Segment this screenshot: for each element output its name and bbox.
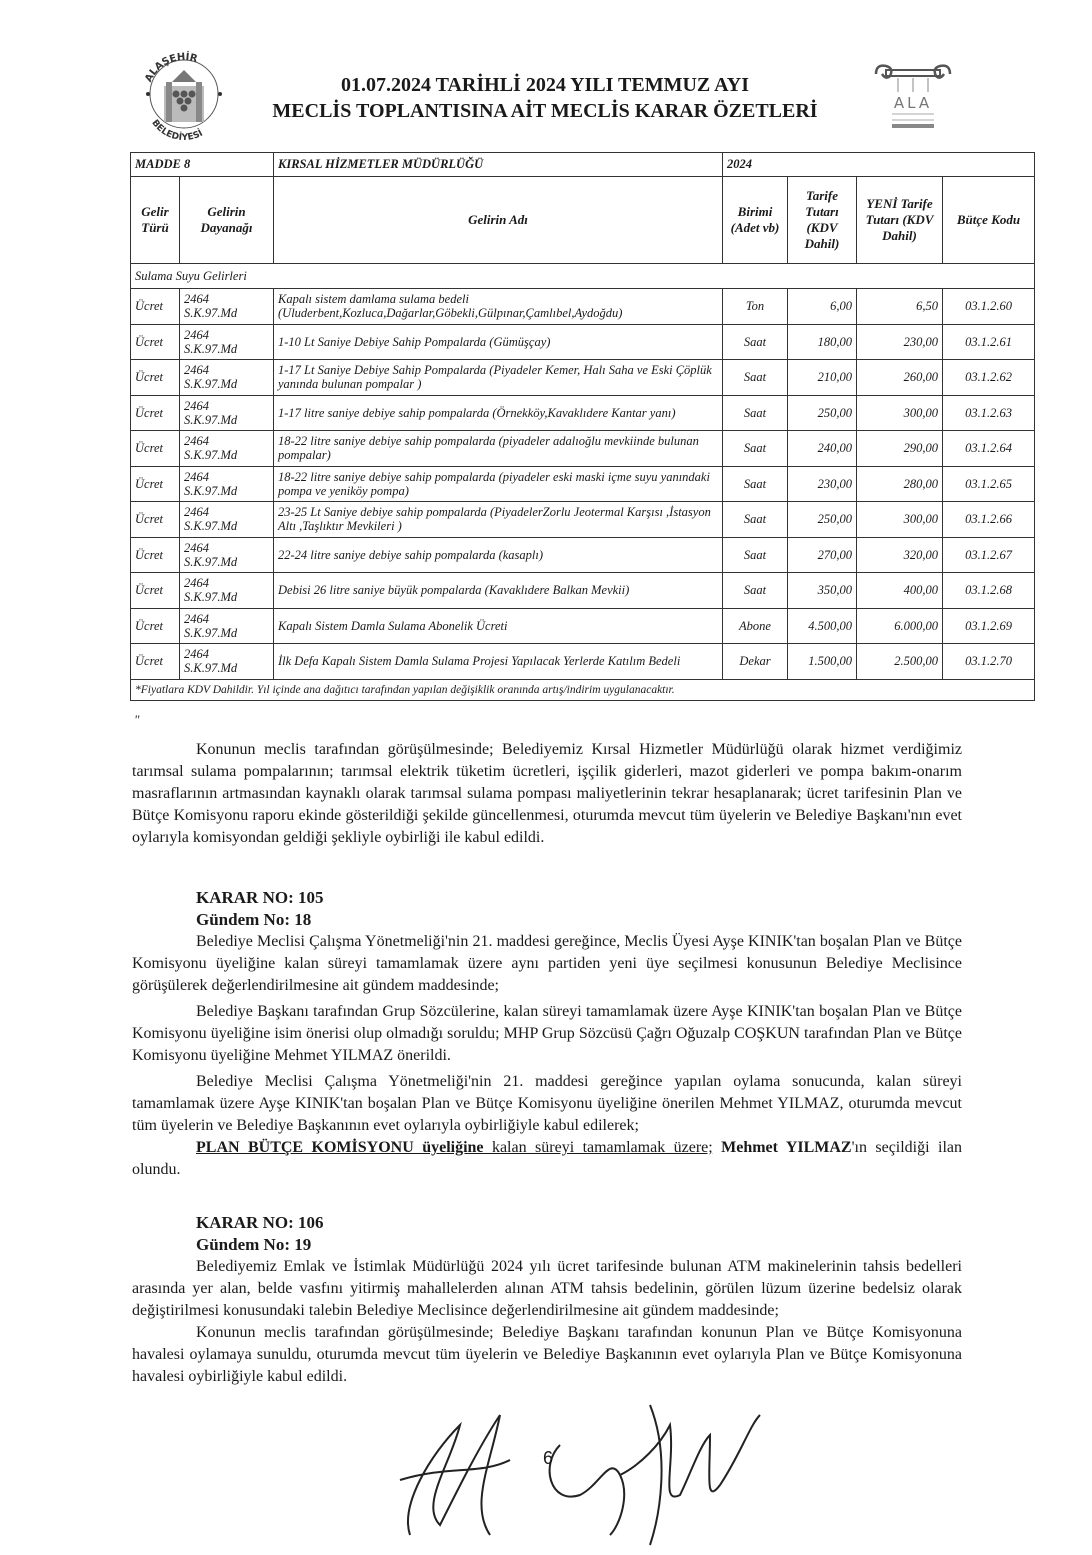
cell-birimi: Saat: [723, 502, 788, 538]
cell-butce-kodu: 03.1.2.61: [943, 324, 1035, 360]
cell-birimi: Saat: [723, 537, 788, 573]
dayanak-law-number: 2464: [184, 540, 209, 555]
cell-birimi: Saat: [723, 431, 788, 467]
dayanak-law-number: 2464: [184, 292, 209, 307]
karar-105-paragraph-4: [132, 1137, 962, 1181]
cell-butce-kodu: 03.1.2.64: [943, 431, 1035, 467]
dayanak-law-number: 2464: [184, 469, 209, 484]
header-gelir-adi: Gelirin Adı: [274, 177, 723, 264]
cell-gelir-adi: 18-22 litre saniye debiye sahip pompalarda (piyadeler adalıoğlu mevkiinde bulunan pompalar): [274, 431, 723, 467]
cell-tarife: 250,00: [788, 395, 857, 431]
cell-tarife: 1.500,00: [788, 644, 857, 680]
page-number: 6: [543, 1448, 554, 1468]
cell-yeni-tarife: 6.000,00: [857, 608, 943, 644]
cell-butce-kodu: 03.1.2.67: [943, 537, 1035, 573]
dayanak-article: S.K.97.Md: [184, 306, 238, 321]
dayanak-law-number: 2464: [184, 327, 209, 342]
cell-birimi: Ton: [723, 289, 788, 325]
cell-butce-kodu: 03.1.2.70: [943, 644, 1035, 680]
dayanak-article: S.K.97.Md: [184, 519, 238, 534]
dayanak-law-number: 2464: [184, 398, 209, 413]
cell-gelir-dayanagi: [180, 537, 274, 573]
year-label: 2024: [723, 153, 1035, 177]
cell-gelir-dayanagi: [180, 324, 274, 360]
title-line-2: MECLİS TOPLANTISINA AİT MECLİS KARAR ÖZETLERİ: [272, 100, 818, 122]
cell-gelir-dayanagi: [180, 431, 274, 467]
header-butce-kodu: Bütçe Kodu: [943, 177, 1035, 264]
cell-gelir-adi: Kapalı Sistem Damla Sulama Abonelik Ücreti: [274, 608, 723, 644]
cell-tarife: 240,00: [788, 431, 857, 467]
cell-gelir-adi: 18-22 litre saniye debiye sahip pompalarda (piyadeler eski maski içme suyu yanındaki pompa ve yeniköy pompa): [274, 466, 723, 502]
document-title: [240, 72, 850, 124]
karar-106-section: [132, 1212, 962, 1388]
header-yeni-tarife: YENİ Tarife Tutarı (KDV Dahil): [857, 177, 943, 264]
header-tarife: Tarife Tutarı (KDV Dahil): [788, 177, 857, 264]
intro-section: [132, 739, 962, 849]
cell-tarife: 250,00: [788, 502, 857, 538]
handwritten-signatures: [360, 1385, 800, 1555]
dayanak-law-number: 2464: [184, 363, 209, 378]
secildigi-text: 'ın seçildiği ilan olundu.: [132, 1139, 962, 1178]
cell-tarife: 4.500,00: [788, 608, 857, 644]
karar-106-gundem: Gündem No: 19: [196, 1235, 312, 1254]
dayanak-article: S.K.97.Md: [184, 341, 238, 356]
table-row: [131, 502, 1035, 538]
table-row: [131, 395, 1035, 431]
cell-gelir-turu: Ücret: [131, 466, 180, 502]
cell-gelir-turu: Ücret: [131, 573, 180, 609]
cell-gelir-dayanagi: [180, 395, 274, 431]
cell-yeni-tarife: 230,00: [857, 324, 943, 360]
table-row: [131, 608, 1035, 644]
group-label: Sulama Suyu Gelirleri: [131, 264, 1035, 289]
dayanak-article: S.K.97.Md: [184, 625, 238, 640]
cell-gelir-adi: Kapalı sistem damlama sulama bedeli (Uluderbent,Kozluca,Dağarlar,Göbekli,Gülpınar,Çamlıbel,Aydoğdu): [274, 289, 723, 325]
cell-yeni-tarife: 280,00: [857, 466, 943, 502]
logo-text-bottom: BELEDİYESİ: [149, 118, 205, 142]
cell-gelir-turu: Ücret: [131, 644, 180, 680]
karar-106-paragraph-1: Belediyemiz Emlak ve İstimlak Müdürlüğü 2024 yılı ücret tarifesinde bulunan ATM makinelerinin tahsis bedelleri arasında yer alan, belde vasfını yitirmiş mahallelerden alınan ATM tahsis bedelinin, görülen lüzum üzerine bedelsiz olarak değiştirilmesi konusundaki talebin Belediye Meclisince değerlendirilmesine ait gündem maddesinde;: [132, 1258, 962, 1319]
dayanak-article: S.K.97.Md: [184, 590, 238, 605]
dayanak-law-number: 2464: [184, 505, 209, 520]
table-row: [131, 644, 1035, 680]
cell-yeni-tarife: 300,00: [857, 395, 943, 431]
karar-106-paragraph-2: Konunun meclis tarafından görüşülmesinde; Belediye Başkanı tarafından konunun Plan ve Bütçe Komisyonuna havalesi oylamaya sunuldu, oturumda mevcut tüm üyelerin ve Belediye Başkanının evet oylarıyla Plan ve Bütçe Komisyonuna havalesi oybirliğiyle kabul edildi.: [132, 1324, 962, 1385]
plan-butce-komisyonu-text: PLAN BÜTÇE KOMİSYONU üyeliğine: [196, 1139, 484, 1156]
cell-yeni-tarife: 300,00: [857, 502, 943, 538]
dayanak-article: S.K.97.Md: [184, 412, 238, 427]
cell-gelir-dayanagi: [180, 502, 274, 538]
cell-tarife: 210,00: [788, 360, 857, 396]
karar-105-section: [132, 887, 962, 1181]
cell-gelir-dayanagi: [180, 573, 274, 609]
mudurluk-label: KIRSAL HİZMETLER MÜDÜRLÜĞÜ: [274, 153, 723, 177]
cell-gelir-adi: 23-25 Lt Saniye debiye sahip pompalarda (PiyadelerZorlu Jeotermal Karşısı ,İstasyon Altı ,Taşlıktır Mevkileri ): [274, 502, 723, 538]
table-row: [131, 289, 1035, 325]
dayanak-article: S.K.97.Md: [184, 377, 238, 392]
kalan-sureyi-text: kalan süreyi tamamlamak üzere;: [483, 1139, 713, 1156]
table-row: [131, 573, 1035, 609]
cell-yeni-tarife: 2.500,00: [857, 644, 943, 680]
cell-yeni-tarife: 6,50: [857, 289, 943, 325]
cell-butce-kodu: 03.1.2.63: [943, 395, 1035, 431]
cell-butce-kodu: 03.1.2.60: [943, 289, 1035, 325]
table-note: *Fiyatlara KDV Dahildir. Yıl içinde ana dağıtıcı tarafından yapılan değişiklik oranında artış/indirim uygulanacaktır.: [131, 679, 1035, 700]
header-birimi: Birimi (Adet vb): [723, 177, 788, 264]
alasehir-municipality-logo: [134, 42, 234, 142]
logo-text-top: ALAŞEHİR: [143, 51, 199, 85]
cell-butce-kodu: 03.1.2.69: [943, 608, 1035, 644]
cell-gelir-adi: 1-17 Lt Saniye Debiye Sahip Pompalarda (Piyadeler Kemer, Halı Saha ve Eski Çöplük yanında bulunan pompalar ): [274, 360, 723, 396]
group-row: [131, 264, 1035, 289]
table-row: [131, 360, 1035, 396]
cell-gelir-turu: Ücret: [131, 537, 180, 573]
cell-gelir-adi: 1-17 litre saniye debiye sahip pompalarda (Örnekköy,Kavaklıdere Kantar yanı): [274, 395, 723, 431]
cell-tarife: 180,00: [788, 324, 857, 360]
cell-yeni-tarife: 320,00: [857, 537, 943, 573]
cell-butce-kodu: 03.1.2.65: [943, 466, 1035, 502]
dayanak-article: S.K.97.Md: [184, 448, 238, 463]
tariff-table: [130, 152, 1035, 701]
cell-yeni-tarife: 400,00: [857, 573, 943, 609]
table-row: [131, 431, 1035, 467]
cell-gelir-turu: Ücret: [131, 360, 180, 396]
intro-paragraph: Konunun meclis tarafından görüşülmesinde; Belediyemiz Kırsal Hizmetler Müdürlüğü olarak hizmet verdiğimiz tarımsal sulama pompalarının; tarımsal elektrik tüketim ücretleri, işçilik giderleri, mazot giderleri ve pompa bakım-onarım masraflarının artmasından kaynaklı olarak tarımsal sulama pompası maliyetlerinin tekrar hesaplanarak; ücret tarifesinin Plan ve Bütçe Komisyonu raporu ekinde gösterildiği şekilde güncellenmesi, oturumda mevcut tüm üyelerin ve Belediye Başkanı'nın evet oylarıyla komisyondan geldiği şekliyle oybirliği ile kabul edildi.: [132, 741, 962, 846]
cell-tarife: 270,00: [788, 537, 857, 573]
cell-birimi: Abone: [723, 608, 788, 644]
dayanak-article: S.K.97.Md: [184, 554, 238, 569]
cell-tarife: 6,00: [788, 289, 857, 325]
madde-label: MADDE 8: [131, 153, 274, 177]
header-gelir-dayanagi: Gelirin Dayanağı: [180, 177, 274, 264]
cell-gelir-adi: Debisi 26 litre saniye büyük pompalarda (Kavaklıdere Balkan Mevkii): [274, 573, 723, 609]
cell-tarife: 230,00: [788, 466, 857, 502]
cell-gelir-dayanagi: [180, 360, 274, 396]
cell-butce-kodu: 03.1.2.66: [943, 502, 1035, 538]
ala-logo: [868, 62, 958, 134]
cell-gelir-dayanagi: [180, 289, 274, 325]
table-header-row: [131, 177, 1035, 264]
table-row: [131, 537, 1035, 573]
cell-birimi: Saat: [723, 395, 788, 431]
table-row: [131, 324, 1035, 360]
cell-gelir-dayanagi: [180, 466, 274, 502]
note-row: [131, 679, 1035, 700]
madde-row: [131, 153, 1035, 177]
cell-gelir-adi: 22-24 litre saniye debiye sahip pompalarda (kasaplı): [274, 537, 723, 573]
dayanak-article: S.K.97.Md: [184, 661, 238, 676]
cell-birimi: Saat: [723, 324, 788, 360]
mehmet-yilmaz-text: Mehmet YILMAZ: [712, 1139, 852, 1156]
karar-106-no: KARAR NO: 106: [196, 1213, 324, 1232]
cell-yeni-tarife: 290,00: [857, 431, 943, 467]
ala-logo-text: ALA: [893, 94, 933, 112]
quote-mark: ": [134, 712, 140, 727]
karar-105-paragraph-1: Belediye Meclisi Çalışma Yönetmeliği'nin 21. maddesi gereğince, Meclis Üyesi Ayşe KINIK'tan boşalan Plan ve Bütçe Komisyonu üyeliğine kalan süreyi tamamlamak üzere aynı partiden yeni üye seçilmesi konusunun Belediye Meclisince görüşülerek değerlendirilmesine ait gündem maddesinde;: [132, 933, 962, 994]
cell-yeni-tarife: 260,00: [857, 360, 943, 396]
cell-butce-kodu: 03.1.2.62: [943, 360, 1035, 396]
cell-gelir-adi: 1-10 Lt Saniye Debiye Sahip Pompalarda (Gümüşçay): [274, 324, 723, 360]
cell-birimi: Saat: [723, 466, 788, 502]
cell-birimi: Saat: [723, 573, 788, 609]
karar-105-no: KARAR NO: 105: [196, 888, 324, 907]
dayanak-law-number: 2464: [184, 647, 209, 662]
cell-gelir-turu: Ücret: [131, 289, 180, 325]
dayanak-law-number: 2464: [184, 576, 209, 591]
dayanak-law-number: 2464: [184, 434, 209, 449]
header-gelir-turu: Gelir Türü: [131, 177, 180, 264]
table-row: [131, 466, 1035, 502]
cell-gelir-turu: Ücret: [131, 324, 180, 360]
cell-gelir-dayanagi: [180, 608, 274, 644]
cell-tarife: 350,00: [788, 573, 857, 609]
cell-birimi: Saat: [723, 360, 788, 396]
karar-105-paragraph-2: Belediye Başkanı tarafından Grup Sözcülerine, kalan süreyi tamamlamak üzere Ayşe KINIK'tan boşalan Plan ve Bütçe Komisyonu üyeliğine isim önerisi olup olmadığı soruldu; MHP Grup Sözcüsü Çağrı Oğuzalp COŞKUN tarafından Plan ve Bütçe Komisyonu üyeliğine Mehmet YILMAZ önerildi.: [132, 1003, 962, 1064]
cell-gelir-turu: Ücret: [131, 502, 180, 538]
karar-105-gundem: Gündem No: 18: [196, 910, 312, 929]
dayanak-law-number: 2464: [184, 611, 209, 626]
title-line-1: 01.07.2024 TARİHLİ 2024 YILI TEMMUZ AYI: [340, 74, 750, 96]
karar-105-paragraph-3: Belediye Meclisi Çalışma Yönetmeliği'nin 21. maddesi gereğince yapılan oylama sonucunda, kalan süreyi tamamlamak üzere Ayşe KINIK'tan boşalan Plan ve Bütçe Komisyonu üyeliğine önerilen Mehmet YILMAZ, oturumda mevcut tüm üyelerin ve Belediye Başkanının evet oylarıyla oybirliğiyle kabul edilerek;: [132, 1073, 962, 1134]
cell-gelir-turu: Ücret: [131, 431, 180, 467]
cell-gelir-turu: Ücret: [131, 608, 180, 644]
cell-gelir-dayanagi: [180, 644, 274, 680]
cell-butce-kodu: 03.1.2.68: [943, 573, 1035, 609]
cell-gelir-adi: İlk Defa Kapalı Sistem Damla Sulama Projesi Yapılacak Yerlerde Katılım Bedeli: [274, 644, 723, 680]
cell-birimi: Dekar: [723, 644, 788, 680]
cell-gelir-turu: Ücret: [131, 395, 180, 431]
dayanak-article: S.K.97.Md: [184, 483, 238, 498]
